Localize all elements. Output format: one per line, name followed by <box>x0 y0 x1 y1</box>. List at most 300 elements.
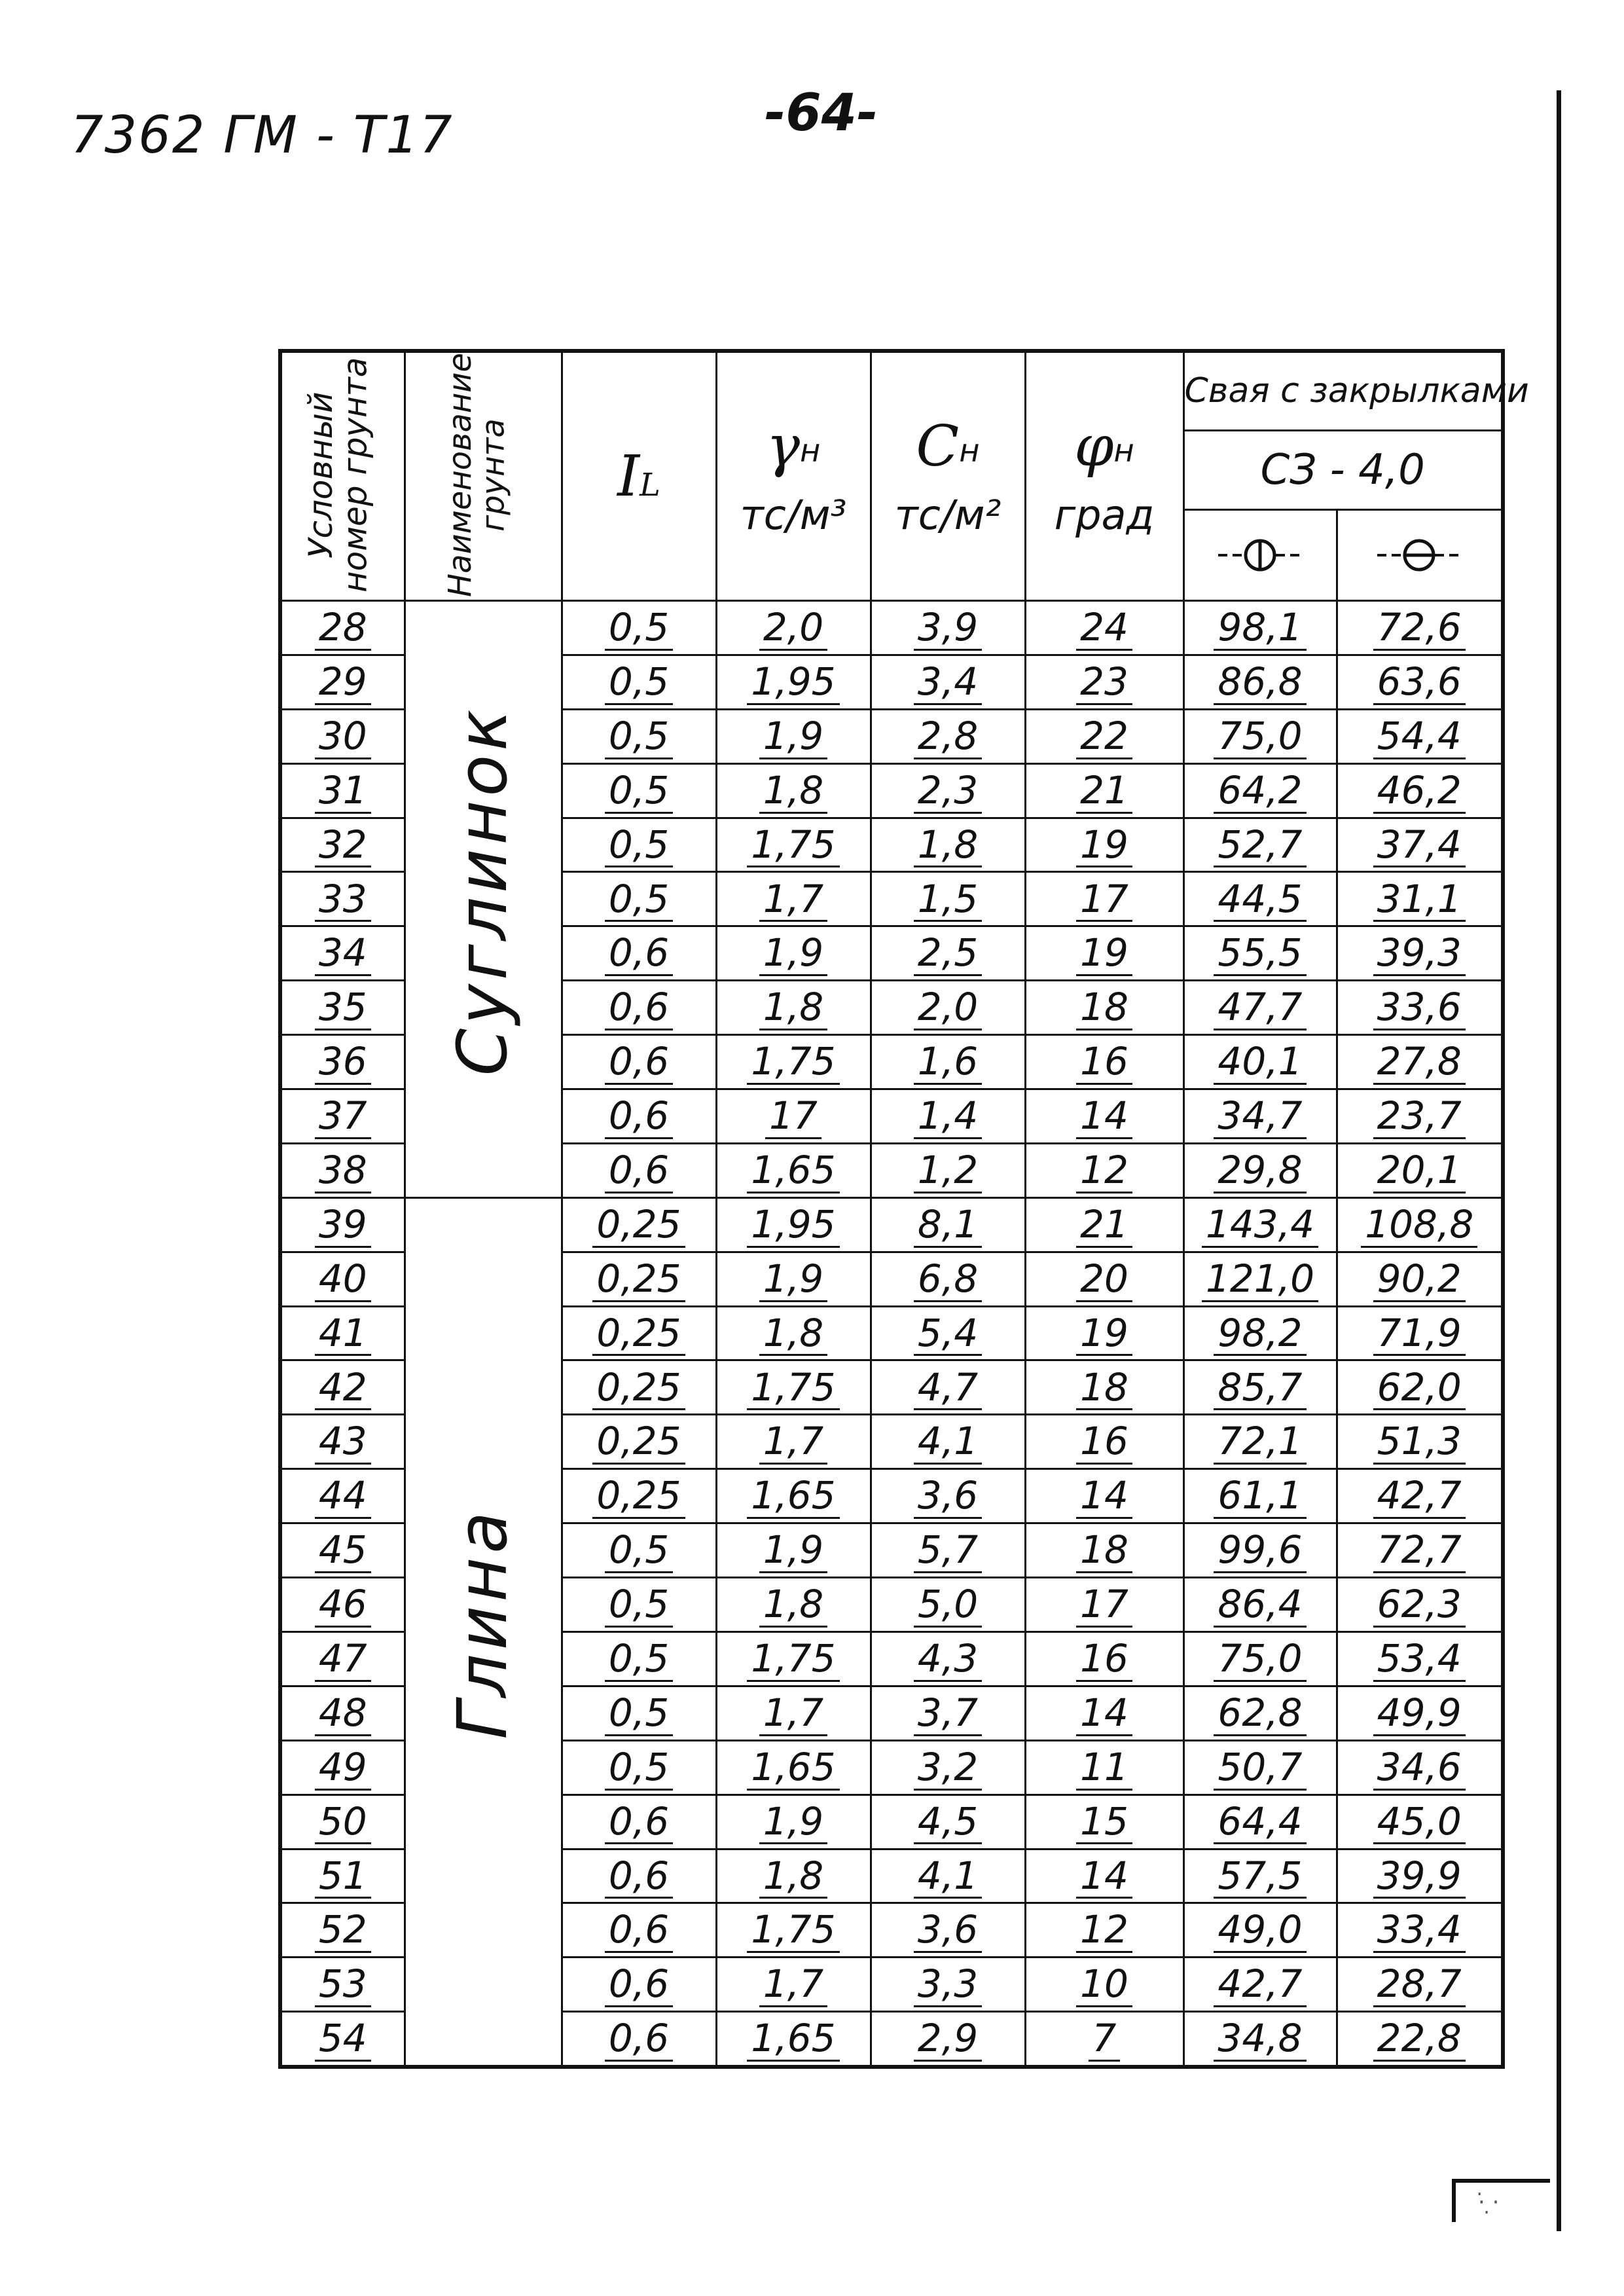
cell-il <box>562 1686 716 1740</box>
cell-gamma <box>716 926 871 981</box>
cell-pile-2-value: 27,8 <box>1373 1041 1466 1085</box>
cell-phi-value: 16 <box>1076 1638 1132 1682</box>
cell-gamma-value: 1,95 <box>747 661 839 705</box>
cell-pile-1-value: 44,5 <box>1214 879 1306 922</box>
header-soil-number-label: Условный номер грунта <box>301 357 374 593</box>
cell-il-value: 0,5 <box>605 1638 673 1682</box>
cell-phi <box>1025 926 1183 981</box>
cell-gamma <box>716 1740 871 1795</box>
cell-phi <box>1025 1306 1183 1360</box>
cell-phi-value: 7 <box>1089 2018 1121 2062</box>
cell-gamma <box>716 1035 871 1089</box>
cell-il-value: 0,6 <box>605 1150 673 1194</box>
cell-c-value: 4,1 <box>914 1855 982 1899</box>
cell-phi-value: 14 <box>1076 1095 1132 1139</box>
cell-phi-value: 15 <box>1076 1801 1132 1845</box>
cell-pile-2 <box>1337 1035 1503 1089</box>
cell-pile-1-value: 62,8 <box>1214 1692 1306 1736</box>
cell-il <box>562 872 716 926</box>
header-il-symbol: I <box>617 443 640 509</box>
cell-c <box>871 655 1025 709</box>
cell-soil-name-group <box>405 1197 562 2067</box>
cell-il-value: 0,5 <box>605 1692 673 1736</box>
cell-c <box>871 1197 1025 1252</box>
cell-pile-2-value: 90,2 <box>1373 1258 1466 1302</box>
cell-il <box>562 1469 716 1523</box>
cell-pile-2-value: 54,4 <box>1373 716 1466 759</box>
cell-pile-2-value: 33,6 <box>1373 987 1466 1030</box>
cell-c-value: 5,0 <box>914 1584 982 1628</box>
cell-soil-number-value: 47 <box>315 1638 371 1682</box>
cell-phi <box>1025 1903 1183 1958</box>
cell-pile-2 <box>1337 872 1503 926</box>
cell-gamma-value: 1,7 <box>759 1692 827 1736</box>
cell-pile-1 <box>1183 2012 1337 2067</box>
cell-pile-2-value: 39,3 <box>1373 932 1466 976</box>
cell-phi <box>1025 1415 1183 1469</box>
cell-il-value: 0,5 <box>605 770 673 814</box>
cell-soil-number <box>280 1958 405 2012</box>
cell-soil-number-value: 41 <box>315 1313 371 1357</box>
cell-pile-2-value: 37,4 <box>1373 824 1466 868</box>
cell-pile-2 <box>1337 655 1503 709</box>
cell-gamma <box>716 1686 871 1740</box>
cell-pile-2 <box>1337 1686 1503 1740</box>
cell-il <box>562 709 716 763</box>
cell-il-value: 0,6 <box>605 932 673 976</box>
cell-pile-1-value: 99,6 <box>1214 1529 1306 1573</box>
cell-pile-2-value: 31,1 <box>1373 879 1466 922</box>
cell-phi-value: 18 <box>1076 987 1132 1030</box>
cell-c-value: 3,6 <box>914 1909 982 1953</box>
header-soil-name <box>405 351 562 601</box>
cell-gamma <box>716 872 871 926</box>
header-il <box>562 351 716 601</box>
cell-c <box>871 1089 1025 1144</box>
header-gamma-symbol: γ <box>766 414 800 479</box>
cell-soil-number <box>280 1523 405 1578</box>
cell-pile-2-value: 72,6 <box>1373 607 1466 651</box>
cell-phi-value: 14 <box>1076 1855 1132 1899</box>
cell-pile-2-value: 34,6 <box>1373 1747 1466 1791</box>
cell-pile-2-value: 62,3 <box>1373 1584 1466 1628</box>
cell-soil-number-value: 43 <box>315 1421 371 1465</box>
cell-pile-1 <box>1183 1523 1337 1578</box>
cell-gamma <box>716 1415 871 1469</box>
cell-c <box>871 1469 1025 1523</box>
cell-gamma <box>716 818 871 872</box>
cell-pile-1 <box>1183 818 1337 872</box>
cell-c <box>871 1306 1025 1360</box>
cell-gamma <box>716 1306 871 1360</box>
cell-pile-1 <box>1183 1469 1337 1523</box>
cell-soil-number-value: 30 <box>315 716 371 759</box>
cell-pile-2-value: 108,8 <box>1361 1204 1477 1248</box>
table-body <box>280 601 1503 2068</box>
cell-phi-value: 17 <box>1076 879 1132 922</box>
cell-il-value: 0,6 <box>605 1095 673 1139</box>
cell-il-value: 0,5 <box>605 824 673 868</box>
cell-phi-value: 23 <box>1076 661 1132 705</box>
cell-phi-value: 14 <box>1076 1475 1132 1519</box>
cell-c <box>871 1252 1025 1306</box>
cell-il-value: 0,25 <box>592 1475 685 1519</box>
cell-phi <box>1025 1523 1183 1578</box>
cell-phi <box>1025 2012 1183 2067</box>
cell-soil-number <box>280 1197 405 1252</box>
cell-phi-value: 22 <box>1076 716 1132 759</box>
cell-soil-number-value: 29 <box>315 661 371 705</box>
cell-pile-2 <box>1337 1849 1503 1903</box>
cell-il <box>562 926 716 981</box>
cell-phi <box>1025 601 1183 655</box>
cell-gamma-value: 2,0 <box>759 607 827 651</box>
header-gamma <box>716 351 871 601</box>
cell-c-value: 2,8 <box>914 716 982 759</box>
cell-c-value: 1,5 <box>914 879 982 922</box>
cell-c <box>871 1903 1025 1958</box>
cell-c-value: 3,7 <box>914 1692 982 1736</box>
cell-gamma <box>716 1360 871 1415</box>
cell-soil-number-value: 32 <box>315 824 371 868</box>
cell-il-value: 0,6 <box>605 1963 673 2007</box>
cell-pile-1 <box>1183 1415 1337 1469</box>
cell-phi-value: 19 <box>1076 824 1132 868</box>
cell-phi <box>1025 1143 1183 1197</box>
cell-pile-1-value: 57,5 <box>1214 1855 1306 1899</box>
cell-pile-1 <box>1183 601 1337 655</box>
cell-phi <box>1025 709 1183 763</box>
cell-soil-number <box>280 926 405 981</box>
cell-soil-number <box>280 763 405 818</box>
cell-gamma <box>716 1578 871 1632</box>
cell-pile-2-value: 23,7 <box>1373 1095 1466 1139</box>
cell-c <box>871 763 1025 818</box>
cell-gamma-value: 17 <box>765 1095 821 1139</box>
cell-c <box>871 1523 1025 1578</box>
cell-c <box>871 1686 1025 1740</box>
cell-pile-1-value: 75,0 <box>1214 1638 1306 1682</box>
cell-gamma <box>716 981 871 1035</box>
cell-il <box>562 1415 716 1469</box>
cell-gamma-value: 1,9 <box>759 1258 827 1302</box>
cell-pile-2-value: 42,7 <box>1373 1475 1466 1519</box>
cell-phi <box>1025 1469 1183 1523</box>
header-phi-unit: град <box>1054 491 1155 539</box>
cell-c <box>871 981 1025 1035</box>
soil-properties-table <box>278 349 1529 2069</box>
cell-il <box>562 1849 716 1903</box>
cell-gamma-value: 1,75 <box>747 1638 839 1682</box>
cell-pile-1-value: 29,8 <box>1214 1150 1306 1194</box>
cell-gamma <box>716 763 871 818</box>
cell-pile-1 <box>1183 1360 1337 1415</box>
cell-il <box>562 655 716 709</box>
cell-pile-2-value: 20,1 <box>1373 1150 1466 1194</box>
cell-pile-1 <box>1183 1089 1337 1144</box>
cell-soil-number <box>280 601 405 655</box>
cell-pile-2-value: 53,4 <box>1373 1638 1466 1682</box>
cell-pile-2-value: 71,9 <box>1373 1313 1466 1357</box>
cell-pile-1-value: 55,5 <box>1214 932 1306 976</box>
cell-gamma <box>716 1143 871 1197</box>
cell-soil-number-value: 34 <box>315 932 371 976</box>
cell-phi-value: 11 <box>1076 1747 1132 1791</box>
cell-soil-number <box>280 1306 405 1360</box>
cell-pile-1 <box>1183 1740 1337 1795</box>
cell-gamma-value: 1,8 <box>759 770 827 814</box>
cell-c-value: 4,7 <box>914 1367 982 1411</box>
cell-phi-value: 16 <box>1076 1041 1132 1085</box>
cell-soil-number <box>280 1795 405 1849</box>
cell-pile-2 <box>1337 709 1503 763</box>
cell-c <box>871 709 1025 763</box>
cell-c <box>871 926 1025 981</box>
cell-soil-number <box>280 818 405 872</box>
cell-c-value: 5,4 <box>914 1313 982 1357</box>
cell-soil-number <box>280 1631 405 1686</box>
cell-soil-number-value: 42 <box>315 1367 371 1411</box>
cell-phi <box>1025 981 1183 1035</box>
cell-phi-value: 21 <box>1076 1204 1132 1248</box>
cell-phi-value: 10 <box>1076 1963 1132 2007</box>
cell-pile-2-value: 72,7 <box>1373 1529 1466 1573</box>
header-pile-group <box>1183 351 1529 430</box>
cell-gamma <box>716 1469 871 1523</box>
cell-gamma <box>716 1631 871 1686</box>
cell-c <box>871 1035 1025 1089</box>
cell-phi-value: 16 <box>1076 1421 1132 1465</box>
cell-gamma <box>716 1197 871 1252</box>
cell-gamma-value: 1,9 <box>759 1801 827 1845</box>
cell-pile-1 <box>1183 1578 1337 1632</box>
soil-name-label: Суглинок <box>442 706 523 1076</box>
cell-gamma-value: 1,75 <box>747 1367 839 1411</box>
cell-phi-value: 12 <box>1076 1150 1132 1194</box>
cell-soil-number <box>280 709 405 763</box>
cell-pile-2-value: 63,6 <box>1373 661 1466 705</box>
table-row <box>280 601 1503 655</box>
cell-gamma-value: 1,9 <box>759 932 827 976</box>
cell-gamma <box>716 1958 871 2012</box>
cell-soil-number <box>280 1578 405 1632</box>
cell-c-value: 3,2 <box>914 1747 982 1791</box>
cell-il-value: 0,6 <box>605 1909 673 1953</box>
cell-il <box>562 1578 716 1632</box>
cell-c <box>871 1360 1025 1415</box>
cell-pile-1 <box>1183 709 1337 763</box>
cell-il <box>562 763 716 818</box>
cell-il <box>562 1631 716 1686</box>
cell-pile-1-value: 47,7 <box>1214 987 1306 1030</box>
document-code: 7362 ГМ - Т17 <box>71 106 454 165</box>
cell-c-value: 8,1 <box>914 1204 982 1248</box>
cell-il-value: 0,25 <box>592 1204 685 1248</box>
cell-pile-1-value: 98,1 <box>1214 607 1306 651</box>
cell-pile-2 <box>1337 1306 1503 1360</box>
cell-phi <box>1025 1197 1183 1252</box>
cell-soil-number <box>280 655 405 709</box>
cell-pile-1-value: 49,0 <box>1214 1909 1306 1953</box>
cell-pile-1 <box>1183 1143 1337 1197</box>
cell-pile-2 <box>1337 818 1503 872</box>
cell-il <box>562 601 716 655</box>
cell-c <box>871 601 1025 655</box>
cell-il-value: 0,5 <box>605 1584 673 1628</box>
page-number: -64- <box>765 84 878 143</box>
cell-pile-2-value: 33,4 <box>1373 1909 1466 1953</box>
cell-phi <box>1025 1795 1183 1849</box>
cell-gamma <box>716 601 871 655</box>
cell-pile-2 <box>1337 1469 1503 1523</box>
cell-c-value: 5,7 <box>914 1529 982 1573</box>
cell-phi <box>1025 763 1183 818</box>
cell-c-value: 4,3 <box>914 1638 982 1682</box>
cell-pile-1-value: 85,7 <box>1214 1367 1306 1411</box>
cell-pile-2 <box>1337 1578 1503 1632</box>
header-pile-type-label: СЗ - 4,0 <box>1260 446 1425 495</box>
cell-gamma <box>716 1903 871 1958</box>
cell-il-value: 0,6 <box>605 1855 673 1899</box>
cell-gamma <box>716 1795 871 1849</box>
cell-phi-value: 21 <box>1076 770 1132 814</box>
cell-soil-number-value: 45 <box>315 1529 371 1573</box>
cell-c-value: 4,1 <box>914 1421 982 1465</box>
cell-il-value: 0,5 <box>605 716 673 759</box>
header-pile-type <box>1183 430 1503 510</box>
cell-phi <box>1025 818 1183 872</box>
cell-pile-2-value: 39,9 <box>1373 1855 1466 1899</box>
cell-pile-2 <box>1337 1903 1503 1958</box>
cell-soil-number-value: 40 <box>315 1258 371 1302</box>
cell-pile-2-value: 45,0 <box>1373 1801 1466 1845</box>
cell-soil-number-value: 39 <box>315 1204 371 1248</box>
cell-phi <box>1025 1578 1183 1632</box>
cell-soil-number-value: 35 <box>315 987 371 1030</box>
cell-soil-number <box>280 1035 405 1089</box>
cell-il-value: 0,5 <box>605 661 673 705</box>
cell-pile-1 <box>1183 1849 1337 1903</box>
cell-pile-1-value: 61,1 <box>1214 1475 1306 1519</box>
cell-soil-number <box>280 1252 405 1306</box>
header-c-symbol: С <box>916 414 960 479</box>
pile-section-vertical-icon <box>1214 536 1306 575</box>
cell-il-value: 0,25 <box>592 1258 685 1302</box>
header-gamma-unit: тс/м³ <box>740 491 847 539</box>
cell-soil-number-value: 28 <box>315 607 371 651</box>
cell-phi <box>1025 1740 1183 1795</box>
cell-pile-1-value: 86,8 <box>1214 661 1306 705</box>
cell-soil-number-value: 31 <box>315 770 371 814</box>
cell-c <box>871 1143 1025 1197</box>
cell-soil-number-value: 48 <box>315 1692 371 1736</box>
cell-soil-name-group <box>405 601 562 1198</box>
cell-c-value: 3,6 <box>914 1475 982 1519</box>
header-gamma-sup: н <box>800 432 821 469</box>
cell-il-value: 0,25 <box>592 1313 685 1357</box>
cell-gamma-value: 1,8 <box>759 987 827 1030</box>
cell-gamma-value: 1,8 <box>759 1584 827 1628</box>
cell-il <box>562 1523 716 1578</box>
cell-phi-value: 19 <box>1076 1313 1132 1357</box>
cell-c <box>871 818 1025 872</box>
cell-gamma-value: 1,7 <box>759 1963 827 2007</box>
cell-gamma-value: 1,75 <box>747 824 839 868</box>
cell-pile-1 <box>1183 1903 1337 1958</box>
cell-pile-2 <box>1337 1360 1503 1415</box>
cell-c <box>871 1740 1025 1795</box>
cell-gamma <box>716 1849 871 1903</box>
cell-soil-number-value: 49 <box>315 1747 371 1791</box>
cell-gamma <box>716 1252 871 1306</box>
cell-pile-2 <box>1337 601 1503 655</box>
cell-gamma <box>716 1089 871 1144</box>
cell-pile-1-value: 86,4 <box>1214 1584 1306 1628</box>
cell-c-value: 2,3 <box>914 770 982 814</box>
soil-properties-table-container <box>278 349 1529 2069</box>
cell-gamma-value: 1,75 <box>747 1909 839 1953</box>
cell-pile-1 <box>1183 1631 1337 1686</box>
cell-c-value: 3,9 <box>914 607 982 651</box>
cell-c-value: 1,6 <box>914 1041 982 1085</box>
cell-il-value: 0,6 <box>605 1041 673 1085</box>
cell-il <box>562 1740 716 1795</box>
cell-pile-1 <box>1183 1686 1337 1740</box>
cell-il-value: 0,25 <box>592 1367 685 1411</box>
header-c <box>871 351 1025 601</box>
cell-pile-1-value: 64,4 <box>1214 1801 1306 1845</box>
cell-pile-1-value: 121,0 <box>1202 1258 1318 1302</box>
cell-c <box>871 1849 1025 1903</box>
cell-soil-number-value: 54 <box>315 2018 371 2062</box>
header-phi-symbol: φ <box>1074 414 1114 479</box>
cell-il-value: 0,5 <box>605 1529 673 1573</box>
cell-c-value: 2,9 <box>914 2018 982 2062</box>
cell-pile-2 <box>1337 1740 1503 1795</box>
cell-c <box>871 2012 1025 2067</box>
cell-gamma-value: 1,9 <box>759 716 827 759</box>
cell-pile-2 <box>1337 1143 1503 1197</box>
cell-il <box>562 1795 716 1849</box>
cell-soil-number <box>280 1903 405 1958</box>
cell-pile-1 <box>1183 926 1337 981</box>
cell-il-value: 0,5 <box>605 607 673 651</box>
cell-pile-2-value: 49,9 <box>1373 1692 1466 1736</box>
cell-pile-2 <box>1337 981 1503 1035</box>
cell-c <box>871 1415 1025 1469</box>
cell-c-value: 3,3 <box>914 1963 982 2007</box>
cell-pile-2-value: 22,8 <box>1373 2018 1466 2062</box>
cell-c-value: 2,0 <box>914 987 982 1030</box>
cell-pile-1-value: 34,8 <box>1214 2018 1306 2062</box>
cell-il <box>562 1958 716 2012</box>
cell-pile-2 <box>1337 1631 1503 1686</box>
cell-soil-number <box>280 1469 405 1523</box>
cell-soil-number-value: 51 <box>315 1855 371 1899</box>
cell-phi <box>1025 1360 1183 1415</box>
header-phi-sup: н <box>1113 432 1134 469</box>
cell-c <box>871 872 1025 926</box>
cell-pile-1-value: 75,0 <box>1214 716 1306 759</box>
cell-pile-1-value: 40,1 <box>1214 1041 1306 1085</box>
cell-phi <box>1025 1686 1183 1740</box>
cell-phi <box>1025 1631 1183 1686</box>
cell-soil-number-value: 50 <box>315 1801 371 1845</box>
cell-soil-number-value: 53 <box>315 1963 371 2007</box>
pile-section-horizontal-icon <box>1373 536 1465 575</box>
cell-phi <box>1025 1252 1183 1306</box>
cell-gamma-value: 1,75 <box>747 1041 839 1085</box>
